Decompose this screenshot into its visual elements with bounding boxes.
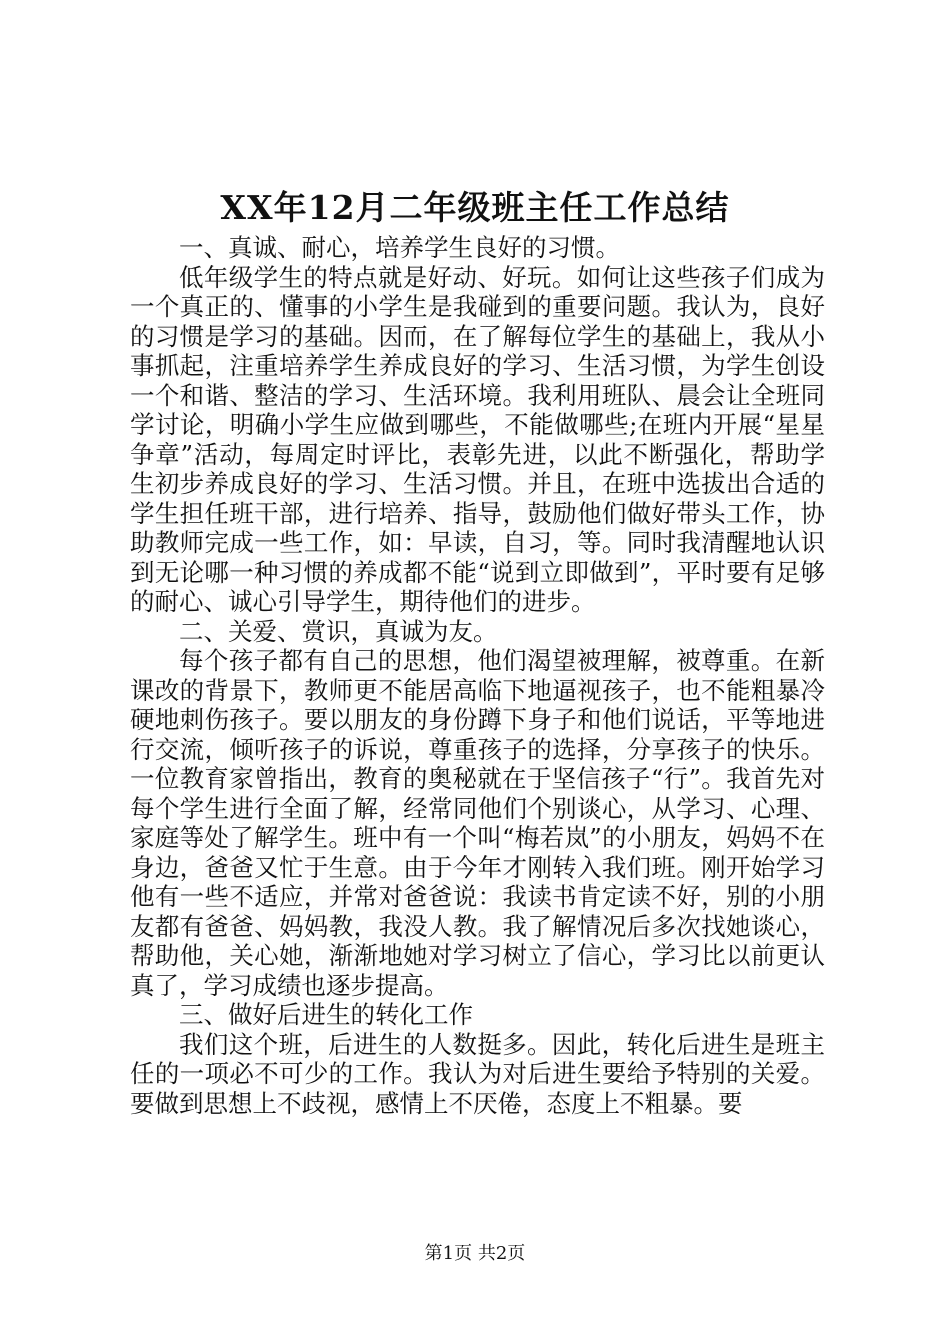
document-title: XX年12月二年级班主任工作总结 [220,188,730,227]
section-paragraph-3: 我们这个班，后进生的人数挺多。因此，转化后进生是班主任的一项必不可少的工作。我认为对后进生要给予特别的关爱。要做到思想上不歧视，感情上不厌倦，态度上不粗暴。要 [130,1029,825,1118]
section-heading-1: 一、真诚、耐心，培养学生良好的习惯。 [179,233,620,262]
section-heading-2: 二、关爱、赏识，真诚为友。 [179,616,498,646]
section-paragraph-1: 低年级学生的特点就是好动、好玩。如何让这些孩子们成为一个真正的、懂事的小学生是我碰到的重要问题。我认为，良好的习惯是学习的基础。因而，在了解每位学生的基础上，我从小事抓起，注重培养学生养成良好的学习、生活习惯，为学生创设一个和谐、整洁的学习、生活环境。我利用班队、晨会让全班同学讨论，明确小学生应做到哪些，不能做哪些;在班内开展“星星争章”活动，每周定时评比，表彰先进，以此不断强化，帮助学生初步养成良好的学习、生活习惯。并且，在班中选拔出合适的学生担任班干部，进行培养、指导，鼓励他们做好带头工作，协助教师完成一些工作，如：早读，自习，等。同时我清醒地认识到无论哪一种习惯的养成都不能“说到立即做到”，平时要有足够的耐心、诚心引导学生，期待他们的进步。 [130,262,825,616]
page-footer: 第1页 共2页 [424,1243,526,1264]
section-paragraph-2: 每个孩子都有自己的思想，他们渴望被理解，被尊重。在新课改的背景下，教师更不能居高临下地逼视孩子，也不能粗暴冷硬地刺伤孩子。要以朋友的身份蹲下身子和他们说话，平等地进行交流，倾听孩子的诉说，尊重孩子的选择，分享孩子的快乐。一位教育家曾指出，教育的奥秘就在于坚信孩子“行”。我首先对每个学生进行全面了解，经常同他们个别谈心，从学习、心理、家庭等处了解学生。班中有一个叫“梅若岚”的小朋友，妈妈不在身边，爸爸又忙于生意。由于今年才刚转入我们班。刚开始学习他有一些不适应，并常对爸爸说：我读书肯定读不好，别的小朋友都有爸爸、妈妈教，我没人教。我了解情况后多次找她谈心，帮助他，关心她，渐渐地她对学习树立了信心，学习比以前更认真了，学习成绩也逐步提高。 [130,646,825,1000]
document-body [130,233,825,1118]
section-heading-3: 三、做好后进生的转化工作 [179,1000,473,1029]
